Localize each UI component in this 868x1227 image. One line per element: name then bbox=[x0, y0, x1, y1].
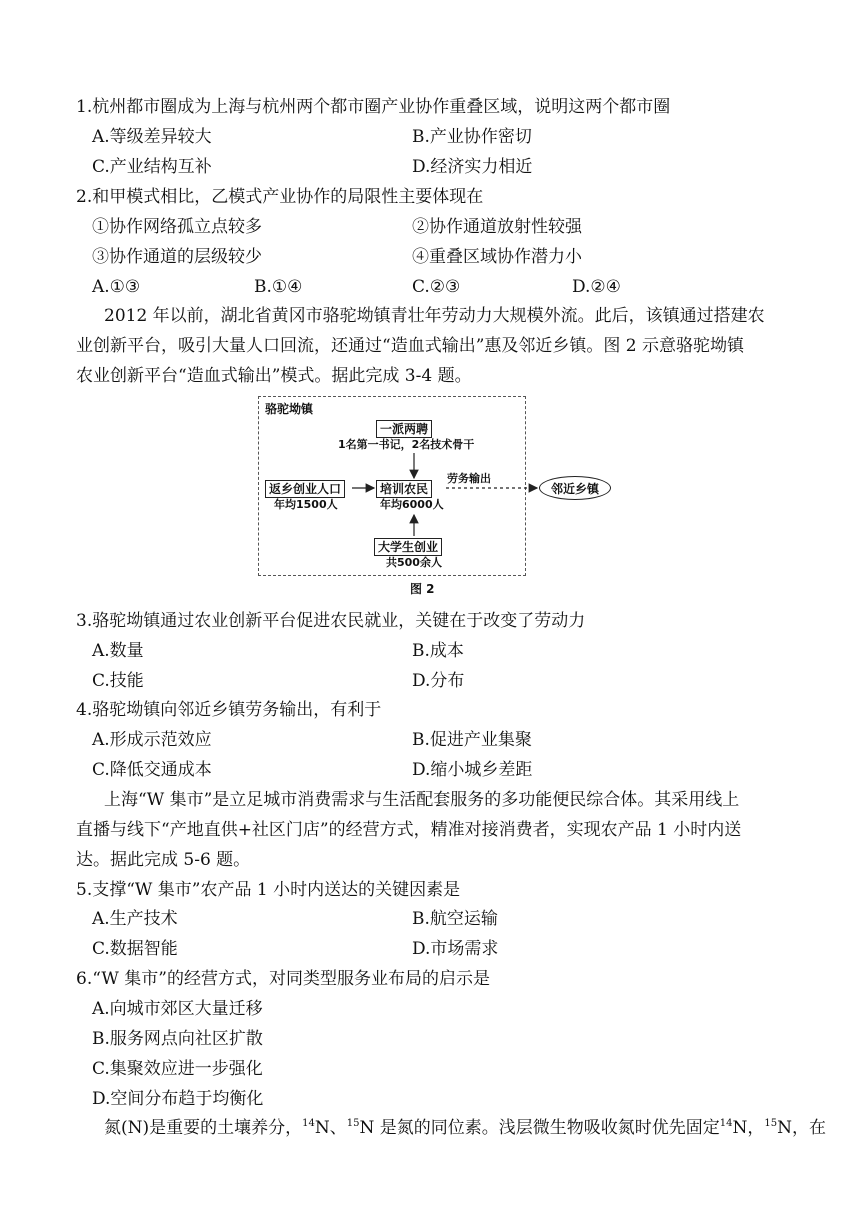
q5-option-a[interactable]: A.生产技术 bbox=[92, 909, 178, 929]
q3-option-a[interactable]: A.数量 bbox=[92, 641, 144, 661]
nitrogen-text-3: N 是氮的同位素。浅层微生物吸收氮时优先固定 bbox=[359, 1118, 720, 1138]
q3-option-d[interactable]: D.分布 bbox=[412, 671, 465, 691]
figure-caption: 图 2 bbox=[410, 582, 435, 596]
top-box-one-dispatch-two-hire: 一派两聘 bbox=[376, 420, 432, 438]
figure-title: 骆驼坳镇 bbox=[265, 402, 314, 416]
question-5-stem: 5.支撑“W 集市”农产品 1 小时内送达的关键因素是 bbox=[76, 880, 461, 900]
bottom-box-student-startups: 大学生创业 bbox=[374, 538, 442, 556]
center-box-train-farmers: 培训农民 bbox=[376, 480, 432, 498]
nitrogen-text-5: N，在 bbox=[777, 1118, 826, 1138]
isotope-mass-3: 14 bbox=[719, 1118, 733, 1129]
intro-3-4-line-1: 2012 年以前，湖北省黄冈市骆驼坳镇青壮年劳动力大规模外流。此后，该镇通过搭建农 bbox=[104, 306, 765, 326]
q5-option-b[interactable]: B.航空运输 bbox=[412, 909, 498, 929]
q1-option-c[interactable]: C.产业结构互补 bbox=[92, 157, 212, 177]
isotope-mass-1: 14 bbox=[302, 1118, 315, 1129]
question-6-stem: 6.“W 集市”的经营方式，对同类型服务业布局的启示是 bbox=[76, 969, 490, 989]
q4-option-c[interactable]: C.降低交通成本 bbox=[92, 760, 212, 780]
q2-option-a[interactable]: A.①③ bbox=[92, 277, 141, 297]
q2-statement-1: ①协作网络孤立点较多 bbox=[92, 217, 262, 237]
q3-option-b[interactable]: B.成本 bbox=[412, 641, 464, 661]
intro-5-6-line-3: 达。据此完成 5-6 题。 bbox=[76, 850, 251, 870]
q2-statement-4: ④重叠区域协作潜力小 bbox=[412, 247, 582, 267]
center-box-caption: 年均6000人 bbox=[380, 498, 444, 511]
top-box-caption: 1名第一书记，2名技术骨干 bbox=[338, 438, 475, 451]
question-4-stem: 4.骆驼坳镇向邻近乡镇劳务输出，有利于 bbox=[76, 700, 382, 720]
intro-5-6-line-1: 上海“W 集市”是立足城市消费需求与生活配套服务的多功能便民综合体。其采用线上 bbox=[104, 790, 740, 810]
question-3-stem: 3.骆驼坳镇通过农业创新平台促进农民就业，关键在于改变了劳动力 bbox=[76, 611, 586, 631]
intro-3-4-line-3: 农业创新平台“造血式输出”模式。据此完成 3-4 题。 bbox=[76, 366, 472, 386]
q5-option-c[interactable]: C.数据智能 bbox=[92, 939, 178, 959]
q2-option-d[interactable]: D.②④ bbox=[572, 277, 621, 297]
nitrogen-text-2: N、 bbox=[314, 1118, 347, 1138]
q1-option-a[interactable]: A.等级差异较大 bbox=[92, 127, 212, 147]
q5-option-d[interactable]: D.市场需求 bbox=[412, 939, 499, 959]
q2-statement-3: ③协作通道的层级较少 bbox=[92, 247, 262, 267]
q4-option-a[interactable]: A.形成示范效应 bbox=[92, 730, 212, 750]
left-box-returning-population: 返乡创业人口 bbox=[265, 480, 345, 498]
nitrogen-text-4: N， bbox=[732, 1118, 765, 1138]
neighboring-towns-ellipse: 邻近乡镇 bbox=[539, 476, 611, 500]
q4-option-b[interactable]: B.促进产业集聚 bbox=[412, 730, 532, 750]
nitrogen-text-1: 氮(N)是重要的土壤养分， bbox=[104, 1118, 303, 1138]
question-1-stem: 1.杭州都市圈成为上海与杭州两个都市圈产业协作重叠区域，说明这两个都市圈 bbox=[76, 97, 671, 117]
q1-option-d[interactable]: D.经济实力相近 bbox=[412, 157, 533, 177]
q6-option-a[interactable]: A.向城市郊区大量迁移 bbox=[92, 999, 263, 1019]
q1-option-b[interactable]: B.产业协作密切 bbox=[412, 127, 532, 147]
intro-5-6-line-2: 直播与线下“产地直供+社区门店”的经营方式，精准对接消费者，实现农产品 1 小时内送 bbox=[76, 820, 742, 840]
q6-option-c[interactable]: C.集聚效应进一步强化 bbox=[92, 1059, 263, 1079]
q6-option-d[interactable]: D.空间分布趋于均衡化 bbox=[92, 1089, 264, 1109]
isotope-mass-2: 15 bbox=[346, 1118, 360, 1129]
labor-export-label: 劳务输出 bbox=[447, 472, 491, 485]
nitrogen-intro-line bbox=[104, 1117, 826, 1139]
q2-option-b[interactable]: B.①④ bbox=[254, 277, 303, 297]
intro-3-4-line-2: 业创新平台，吸引大量人口回流，还通过“造血式输出”惠及邻近乡镇。图 2 示意骆驼坳镇 bbox=[76, 336, 745, 356]
q6-option-b[interactable]: B.服务网点向社区扩散 bbox=[92, 1029, 263, 1049]
q2-option-c[interactable]: C.②③ bbox=[412, 277, 461, 297]
q4-option-d[interactable]: D.缩小城乡差距 bbox=[412, 760, 533, 780]
left-box-caption: 年均1500人 bbox=[274, 498, 338, 511]
q3-option-c[interactable]: C.技能 bbox=[92, 671, 144, 691]
q2-statement-2: ②协作通道放射性较强 bbox=[412, 217, 582, 237]
question-2-stem: 2.和甲模式相比，乙模式产业协作的局限性主要体现在 bbox=[76, 187, 484, 207]
isotope-mass-4: 15 bbox=[764, 1118, 778, 1129]
bottom-box-caption: 共500余人 bbox=[386, 556, 442, 569]
